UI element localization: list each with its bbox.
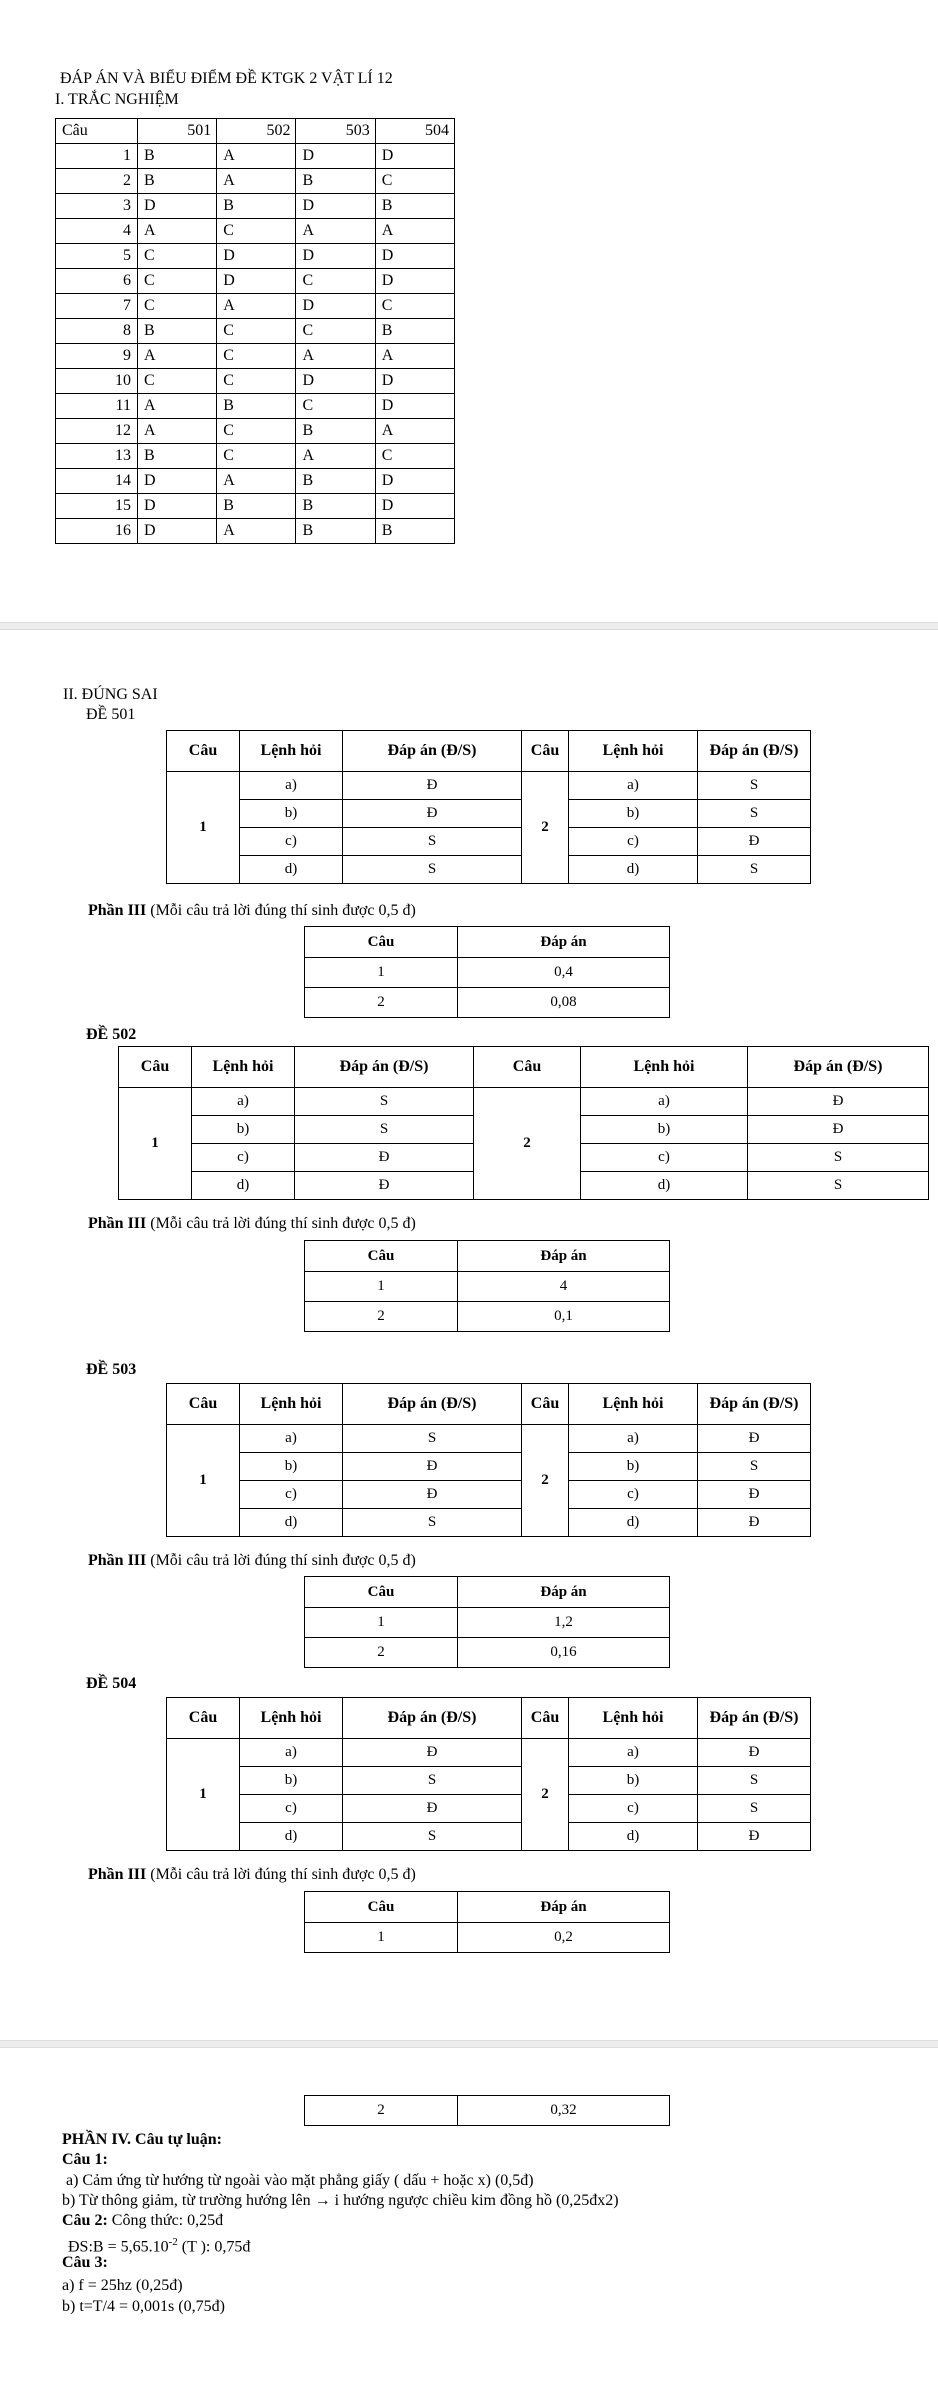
question-number-cell: 14 bbox=[56, 469, 138, 494]
sub-question-cell: d) bbox=[581, 1172, 748, 1200]
sub-question-cell: b) bbox=[240, 1767, 343, 1795]
section-1-heading: I. TRẮC NGHIỆM bbox=[55, 91, 179, 108]
answer-cell: D bbox=[375, 244, 454, 269]
table-row bbox=[56, 344, 455, 369]
column-header: Câu bbox=[522, 731, 569, 772]
answer-cell: Đ bbox=[748, 1088, 929, 1116]
answer-cell: A bbox=[217, 144, 296, 169]
table-row bbox=[56, 394, 455, 419]
sub-question-cell: d) bbox=[192, 1172, 295, 1200]
answer-cell: Đ bbox=[343, 1453, 522, 1481]
sub-question-cell: a) bbox=[240, 772, 343, 800]
table-row bbox=[305, 1272, 670, 1302]
table-header-row bbox=[305, 1577, 670, 1608]
answer-cell: 0,32 bbox=[458, 2096, 670, 2126]
answer-cell: D bbox=[375, 469, 454, 494]
table-row bbox=[167, 772, 811, 800]
answer-cell: D bbox=[296, 194, 375, 219]
answer-cell: B bbox=[137, 444, 216, 469]
table-row bbox=[56, 244, 455, 269]
answer-cell: B bbox=[137, 144, 216, 169]
answer-cell: 0,4 bbox=[458, 958, 670, 988]
column-header: Lệnh hỏi bbox=[240, 731, 343, 772]
section-4-heading: PHẦN IV. Câu tự luận: bbox=[62, 2131, 222, 2148]
answer-cell: S bbox=[698, 856, 811, 884]
table-row bbox=[167, 800, 811, 828]
cau-cell: 1 bbox=[305, 958, 458, 988]
column-header: Câu bbox=[305, 1892, 458, 1923]
answer-cell: A bbox=[375, 219, 454, 244]
cau-2-line bbox=[62, 2211, 223, 2231]
answer-cell: C bbox=[296, 394, 375, 419]
answer-cell: 0,08 bbox=[458, 988, 670, 1018]
sub-question-cell: a) bbox=[569, 1739, 698, 1767]
table-row bbox=[305, 988, 670, 1018]
answer-cell: A bbox=[296, 444, 375, 469]
sub-question-cell: d) bbox=[569, 856, 698, 884]
answer-cell: C bbox=[375, 169, 454, 194]
table-row bbox=[167, 1823, 811, 1851]
true-false-table bbox=[166, 1697, 811, 1851]
answer-cell: C bbox=[137, 244, 216, 269]
answer-cell: D bbox=[217, 269, 296, 294]
answer-cell: Đ bbox=[295, 1144, 474, 1172]
answer-cell: Đ bbox=[698, 1425, 811, 1453]
column-header: Câu bbox=[522, 1698, 569, 1739]
part-3-answer-table bbox=[304, 1240, 670, 1332]
answer-cell: S bbox=[698, 772, 811, 800]
column-header: Câu bbox=[305, 1577, 458, 1608]
column-header: Câu bbox=[167, 1384, 240, 1425]
cau-1-label: Câu 1: bbox=[62, 2151, 108, 2168]
column-header: Đáp án (Đ/S) bbox=[748, 1047, 929, 1088]
answer-cell: C bbox=[137, 269, 216, 294]
table-row bbox=[119, 1088, 929, 1116]
table-row bbox=[167, 1481, 811, 1509]
true-false-table bbox=[166, 730, 811, 884]
column-header: Đáp án (Đ/S) bbox=[698, 1384, 811, 1425]
exam-code-label: ĐỀ 504 bbox=[86, 1675, 137, 1692]
table-row bbox=[305, 1608, 670, 1638]
answer-cell: C bbox=[296, 319, 375, 344]
table-row bbox=[167, 1795, 811, 1823]
table-row bbox=[56, 169, 455, 194]
sub-question-cell: b) bbox=[240, 1453, 343, 1481]
table-row bbox=[305, 1638, 670, 1668]
column-header: Lệnh hỏi bbox=[240, 1384, 343, 1425]
sub-question-cell: a) bbox=[240, 1739, 343, 1767]
answer-cell: S bbox=[343, 856, 522, 884]
sub-question-cell: c) bbox=[569, 1795, 698, 1823]
answer-cell: Đ bbox=[343, 1739, 522, 1767]
sub-question-cell: b) bbox=[240, 800, 343, 828]
column-header: Đáp án bbox=[458, 927, 670, 958]
table-row bbox=[167, 1509, 811, 1537]
answer-cell: D bbox=[375, 494, 454, 519]
column-header: Lệnh hỏi bbox=[569, 1384, 698, 1425]
answer-cell: C bbox=[137, 294, 216, 319]
question-number-cell: 7 bbox=[56, 294, 138, 319]
question-number-cell: 1 bbox=[56, 144, 138, 169]
answer-cell: D bbox=[375, 269, 454, 294]
true-false-table bbox=[118, 1046, 929, 1200]
sub-question-cell: a) bbox=[581, 1088, 748, 1116]
sub-question-cell: b) bbox=[192, 1116, 295, 1144]
header-503: 503 bbox=[296, 119, 375, 144]
answer-cell: D bbox=[375, 369, 454, 394]
sub-question-cell: b) bbox=[569, 1453, 698, 1481]
sub-question-cell: d) bbox=[240, 1823, 343, 1851]
answer-cell: S bbox=[748, 1144, 929, 1172]
answer-cell: B bbox=[217, 394, 296, 419]
answer-cell: Đ bbox=[748, 1116, 929, 1144]
answer-cell: S bbox=[343, 1509, 522, 1537]
column-header: Đáp án (Đ/S) bbox=[698, 1698, 811, 1739]
question-number-cell: 8 bbox=[56, 319, 138, 344]
answer-cell: D bbox=[137, 494, 216, 519]
answer-cell: C bbox=[375, 444, 454, 469]
table-header-row bbox=[305, 927, 670, 958]
table-row bbox=[56, 469, 455, 494]
answer-cell: C bbox=[296, 269, 375, 294]
table-row bbox=[305, 958, 670, 988]
table-row bbox=[56, 219, 455, 244]
answer-cell: D bbox=[137, 194, 216, 219]
cau-cell: 2 bbox=[305, 2096, 458, 2126]
sub-question-cell: d) bbox=[569, 1823, 698, 1851]
table-row bbox=[305, 1923, 670, 1953]
answer-cell: Đ bbox=[343, 800, 522, 828]
cau-2-formula: Công thức: 0,25đ bbox=[107, 2212, 224, 2229]
answer-cell: Đ bbox=[343, 772, 522, 800]
cau-3-b: b) t=T/4 = 0,001s (0,75đ) bbox=[62, 2298, 225, 2315]
answer-cell: A bbox=[217, 169, 296, 194]
column-header: Câu bbox=[305, 1241, 458, 1272]
sub-question-cell: a) bbox=[569, 1425, 698, 1453]
sub-question-cell: c) bbox=[192, 1144, 295, 1172]
cau-cell: 2 bbox=[305, 988, 458, 1018]
part-3-note: Phần III (Mỗi câu trả lời đúng thí sinh được 0,5 đ) bbox=[88, 1866, 416, 1883]
table-row bbox=[167, 1425, 811, 1453]
answer-cell: B bbox=[375, 319, 454, 344]
table-header-row bbox=[305, 1241, 670, 1272]
answer-cell: Đ bbox=[698, 1739, 811, 1767]
answer-cell: B bbox=[296, 494, 375, 519]
exam-code-label: ĐỀ 501 bbox=[86, 706, 136, 723]
answer-cell: S bbox=[295, 1088, 474, 1116]
question-number-cell: 2 bbox=[474, 1088, 581, 1200]
multiple-choice-table bbox=[55, 118, 455, 544]
answer-cell: B bbox=[375, 519, 454, 544]
exam-code-label: ĐỀ 503 bbox=[86, 1361, 137, 1378]
answer-cell: B bbox=[217, 194, 296, 219]
answer-cell: B bbox=[296, 169, 375, 194]
cau-cell: 1 bbox=[305, 1608, 458, 1638]
answer-cell: D bbox=[296, 369, 375, 394]
answer-cell: B bbox=[296, 469, 375, 494]
section-2-heading: II. ĐÚNG SAI bbox=[63, 686, 158, 703]
sub-question-cell: b) bbox=[569, 1767, 698, 1795]
table-row bbox=[56, 144, 455, 169]
question-number-cell: 1 bbox=[167, 772, 240, 884]
sub-question-cell: d) bbox=[569, 1509, 698, 1537]
question-number-cell: 16 bbox=[56, 519, 138, 544]
table-row bbox=[56, 294, 455, 319]
column-header: Câu bbox=[119, 1047, 192, 1088]
sub-question-cell: c) bbox=[240, 1481, 343, 1509]
header-504: 504 bbox=[375, 119, 454, 144]
cau-1-a: a) Cảm ứng từ hướng từ ngoài vào mặt phẳng giấy ( dấu + hoặc x) (0,5đ) bbox=[66, 2172, 534, 2189]
answer-cell: 1,2 bbox=[458, 1608, 670, 1638]
question-number-cell: 9 bbox=[56, 344, 138, 369]
table-row bbox=[56, 319, 455, 344]
answer-cell: S bbox=[295, 1116, 474, 1144]
header-cau: Câu bbox=[56, 119, 138, 144]
table-row bbox=[56, 444, 455, 469]
column-header: Câu bbox=[474, 1047, 581, 1088]
table-row bbox=[167, 1453, 811, 1481]
question-number-cell: 1 bbox=[119, 1088, 192, 1200]
answer-cell: C bbox=[137, 369, 216, 394]
table-header-row bbox=[167, 731, 811, 772]
answer-cell: S bbox=[698, 1453, 811, 1481]
answer-cell: C bbox=[217, 344, 296, 369]
answer-cell: 0,1 bbox=[458, 1302, 670, 1332]
answer-cell: B bbox=[137, 169, 216, 194]
question-number-cell: 3 bbox=[56, 194, 138, 219]
header-501: 501 bbox=[137, 119, 216, 144]
column-header: Câu bbox=[167, 1698, 240, 1739]
sub-question-cell: a) bbox=[240, 1425, 343, 1453]
answer-cell: D bbox=[137, 519, 216, 544]
answer-cell: S bbox=[698, 800, 811, 828]
table-row bbox=[56, 419, 455, 444]
question-number-cell: 12 bbox=[56, 419, 138, 444]
question-number-cell: 2 bbox=[522, 1425, 569, 1537]
question-number-cell: 2 bbox=[522, 1739, 569, 1851]
answer-cell: C bbox=[217, 419, 296, 444]
column-header: Lệnh hỏi bbox=[569, 1698, 698, 1739]
answer-cell: A bbox=[137, 344, 216, 369]
answer-cell: Đ bbox=[698, 1509, 811, 1537]
answer-cell: B bbox=[296, 419, 375, 444]
answer-cell: C bbox=[375, 294, 454, 319]
answer-cell: C bbox=[217, 219, 296, 244]
answer-cell: 0,2 bbox=[458, 1923, 670, 1953]
answer-cell: B bbox=[217, 494, 296, 519]
table-row bbox=[56, 519, 455, 544]
cau-2-label: Câu 2: bbox=[62, 2212, 108, 2229]
part-3-note: Phần III (Mỗi câu trả lời đúng thí sinh được 0,5 đ) bbox=[88, 1552, 416, 1569]
part-3-note: Phần III (Mỗi câu trả lời đúng thí sinh được 0,5 đ) bbox=[88, 902, 416, 919]
column-header: Đáp án (Đ/S) bbox=[698, 731, 811, 772]
column-header: Câu bbox=[305, 927, 458, 958]
answer-cell: Đ bbox=[698, 1823, 811, 1851]
exam-code-label: ĐỀ 502 bbox=[86, 1026, 137, 1043]
table-row bbox=[56, 369, 455, 394]
question-number-cell: 13 bbox=[56, 444, 138, 469]
cau-cell: 1 bbox=[305, 1923, 458, 1953]
sub-question-cell: b) bbox=[581, 1116, 748, 1144]
cau-cell: 1 bbox=[305, 1272, 458, 1302]
answer-cell: Đ bbox=[343, 1795, 522, 1823]
question-number-cell: 1 bbox=[167, 1739, 240, 1851]
sub-question-cell: d) bbox=[240, 856, 343, 884]
answer-cell: S bbox=[698, 1767, 811, 1795]
question-number-cell: 1 bbox=[167, 1425, 240, 1537]
answer-cell: B bbox=[296, 519, 375, 544]
answer-cell: S bbox=[343, 1823, 522, 1851]
answer-cell: Đ bbox=[698, 828, 811, 856]
answer-cell: D bbox=[375, 144, 454, 169]
column-header: Đáp án bbox=[458, 1577, 670, 1608]
answer-cell: D bbox=[375, 394, 454, 419]
table-header-row bbox=[167, 1384, 811, 1425]
sub-question-cell: a) bbox=[192, 1088, 295, 1116]
table-row bbox=[167, 1767, 811, 1795]
sub-question-cell: c) bbox=[240, 828, 343, 856]
answer-cell: D bbox=[296, 244, 375, 269]
page-break bbox=[0, 2040, 938, 2048]
answer-cell: 4 bbox=[458, 1272, 670, 1302]
sub-question-cell: d) bbox=[240, 1509, 343, 1537]
page-break bbox=[0, 622, 938, 630]
answer-cell: A bbox=[375, 344, 454, 369]
answer-cell: B bbox=[375, 194, 454, 219]
sub-question-cell: c) bbox=[240, 1795, 343, 1823]
sub-question-cell: a) bbox=[569, 772, 698, 800]
column-header: Đáp án (Đ/S) bbox=[343, 731, 522, 772]
sub-question-cell: b) bbox=[569, 800, 698, 828]
answer-cell: Đ bbox=[295, 1172, 474, 1200]
header-502: 502 bbox=[217, 119, 296, 144]
answer-cell: A bbox=[137, 419, 216, 444]
cau-2-result: ĐS:B = $5,65.10^{-2}$ (T ): 0,75đ bbox=[68, 2236, 251, 2256]
table-row bbox=[167, 1739, 811, 1767]
column-header: Câu bbox=[522, 1384, 569, 1425]
question-number-cell: 2 bbox=[56, 169, 138, 194]
table-row bbox=[56, 494, 455, 519]
cau-cell: 2 bbox=[305, 1302, 458, 1332]
table-row bbox=[167, 828, 811, 856]
table-row bbox=[56, 269, 455, 294]
question-number-cell: 11 bbox=[56, 394, 138, 419]
column-header: Đáp án bbox=[458, 1241, 670, 1272]
column-header: Đáp án (Đ/S) bbox=[295, 1047, 474, 1088]
answer-cell: Đ bbox=[343, 1481, 522, 1509]
column-header: Câu bbox=[167, 731, 240, 772]
table-header-row bbox=[167, 1698, 811, 1739]
cau-3-label: Câu 3: bbox=[62, 2254, 108, 2271]
question-number-cell: 5 bbox=[56, 244, 138, 269]
sub-question-cell: c) bbox=[569, 828, 698, 856]
column-header: Lệnh hỏi bbox=[240, 1698, 343, 1739]
table-row bbox=[305, 1302, 670, 1332]
table-header-row bbox=[305, 1892, 670, 1923]
column-header: Lệnh hỏi bbox=[192, 1047, 295, 1088]
answer-cell: D bbox=[137, 469, 216, 494]
answer-cell: A bbox=[217, 294, 296, 319]
column-header: Đáp án (Đ/S) bbox=[343, 1384, 522, 1425]
column-header: Đáp án bbox=[458, 1892, 670, 1923]
table-header-row bbox=[119, 1047, 929, 1088]
cau-cell: 2 bbox=[305, 1638, 458, 1668]
answer-cell: Đ bbox=[698, 1481, 811, 1509]
column-header: Lệnh hỏi bbox=[569, 731, 698, 772]
answer-cell: A bbox=[296, 344, 375, 369]
answer-cell: D bbox=[217, 244, 296, 269]
answer-cell: 0,16 bbox=[458, 1638, 670, 1668]
question-number-cell: 2 bbox=[522, 772, 569, 884]
part-3-answer-table bbox=[304, 926, 670, 1018]
page-title: ĐÁP ÁN VÀ BIỂU ĐIỂM ĐỀ KTGK 2 VẬT LÍ 12 bbox=[60, 70, 393, 87]
table-row bbox=[56, 194, 455, 219]
cau-3-a: a) f = 25hz (0,25đ) bbox=[62, 2277, 183, 2294]
answer-cell: S bbox=[343, 1767, 522, 1795]
question-number-cell: 15 bbox=[56, 494, 138, 519]
sub-question-cell: c) bbox=[569, 1481, 698, 1509]
answer-cell: S bbox=[698, 1795, 811, 1823]
true-false-table bbox=[166, 1383, 811, 1537]
cau-1-b: b) Từ thông giảm, từ trường hướng lên → i hướng ngược chiều kim đồng hồ (0,25đx2) bbox=[62, 2192, 619, 2209]
table-row bbox=[167, 856, 811, 884]
question-number-cell: 10 bbox=[56, 369, 138, 394]
question-number-cell: 4 bbox=[56, 219, 138, 244]
answer-cell: A bbox=[217, 519, 296, 544]
answer-cell: A bbox=[137, 394, 216, 419]
sub-question-cell: c) bbox=[581, 1144, 748, 1172]
answer-cell: S bbox=[748, 1172, 929, 1200]
column-header: Đáp án (Đ/S) bbox=[343, 1698, 522, 1739]
answer-cell: C bbox=[217, 319, 296, 344]
answer-cell: D bbox=[296, 294, 375, 319]
part-3-answer-table bbox=[304, 1891, 670, 1953]
answer-cell: A bbox=[296, 219, 375, 244]
part3-continued-table bbox=[304, 2095, 670, 2126]
answer-cell: A bbox=[217, 469, 296, 494]
answer-cell: C bbox=[217, 369, 296, 394]
table-header-row bbox=[56, 119, 455, 144]
answer-cell: A bbox=[375, 419, 454, 444]
answer-cell: S bbox=[343, 828, 522, 856]
table-row bbox=[305, 2096, 670, 2126]
column-header: Lệnh hỏi bbox=[581, 1047, 748, 1088]
part-3-note: Phần III (Mỗi câu trả lời đúng thí sinh được 0,5 đ) bbox=[88, 1215, 416, 1232]
answer-cell: D bbox=[296, 144, 375, 169]
answer-cell: C bbox=[217, 444, 296, 469]
part-3-answer-table bbox=[304, 1576, 670, 1668]
answer-cell: A bbox=[137, 219, 216, 244]
question-number-cell: 6 bbox=[56, 269, 138, 294]
answer-cell: B bbox=[137, 319, 216, 344]
answer-cell: S bbox=[343, 1425, 522, 1453]
